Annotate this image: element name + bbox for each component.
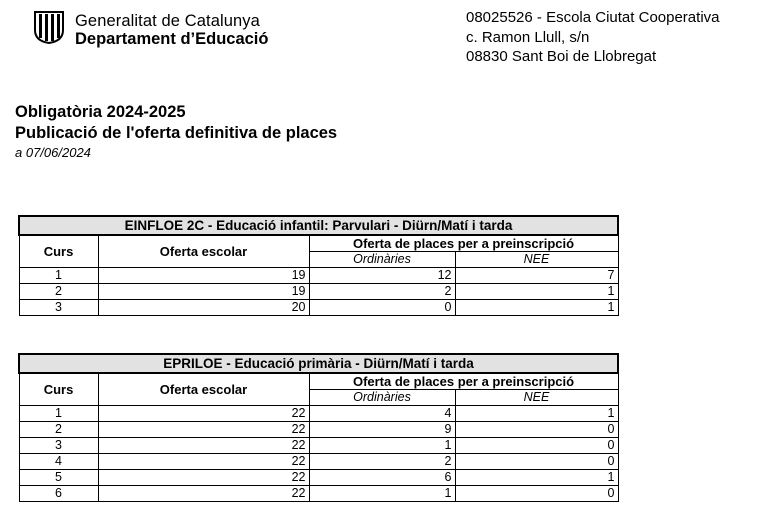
- cell-oferta: 20: [98, 300, 309, 316]
- col-header-oferta-places: Oferta de places per a preinscripció: [309, 373, 618, 390]
- table-title: EPRILOE - Educació primària - Diürn/Matí i tarda: [19, 354, 618, 373]
- cell-nee: 0: [455, 438, 618, 454]
- cell-curs: 4: [19, 454, 98, 470]
- cell-nee: 0: [455, 454, 618, 470]
- cell-oferta: 19: [98, 284, 309, 300]
- school-address: [466, 8, 720, 67]
- school-line-3: 08830 Sant Boi de Llobregat: [466, 48, 657, 65]
- cell-curs: 5: [19, 470, 98, 486]
- organization-name: [75, 12, 268, 48]
- cell-oferta: 22: [98, 438, 309, 454]
- cell-ordinaries: 4: [309, 406, 455, 422]
- cell-nee: 7: [455, 268, 618, 284]
- org-line-1: Generalitat de Catalunya: [75, 12, 260, 30]
- generalitat-logo-icon: [33, 10, 65, 44]
- cell-nee: 1: [455, 284, 618, 300]
- cell-curs: 1: [19, 406, 98, 422]
- cell-curs: 6: [19, 486, 98, 502]
- heading-line-1: Obligatòria 2024-2025: [15, 103, 186, 121]
- org-line-2: Departament d’Educació: [75, 30, 269, 48]
- cell-curs: 3: [19, 438, 98, 454]
- col-header-ordinaries: Ordinàries: [309, 390, 455, 406]
- cell-ordinaries: 12: [309, 268, 455, 284]
- cell-ordinaries: 6: [309, 470, 455, 486]
- cell-ordinaries: 1: [309, 486, 455, 502]
- cell-curs: 3: [19, 300, 98, 316]
- table-row: [19, 284, 618, 300]
- table-row: [19, 300, 618, 316]
- col-header-oferta-escolar: Oferta escolar: [98, 235, 309, 268]
- cell-nee: 1: [455, 300, 618, 316]
- heading-line-2: Publicació de l'oferta definitiva de places: [15, 124, 338, 142]
- col-header-ordinaries: Ordinàries: [309, 252, 455, 268]
- cell-oferta: 22: [98, 486, 309, 502]
- heading-date: a 07/06/2024: [15, 145, 91, 160]
- cell-oferta: 22: [98, 470, 309, 486]
- col-header-oferta-escolar: Oferta escolar: [98, 373, 309, 406]
- cell-oferta: 22: [98, 454, 309, 470]
- col-header-curs: Curs: [19, 373, 98, 406]
- cell-ordinaries: 1: [309, 438, 455, 454]
- table-row: [19, 268, 618, 284]
- table-title: EINFLOE 2C - Educació infantil: Parvulari - Diürn/Matí i tarda: [19, 216, 618, 235]
- cell-nee: 1: [455, 406, 618, 422]
- cell-ordinaries: 2: [309, 284, 455, 300]
- table-row: [19, 470, 618, 486]
- cell-oferta: 22: [98, 406, 309, 422]
- cell-curs: 2: [19, 284, 98, 300]
- offer-table-primaria: [18, 353, 619, 502]
- cell-ordinaries: 0: [309, 300, 455, 316]
- table-row: [19, 422, 618, 438]
- col-header-nee: NEE: [455, 390, 618, 406]
- cell-ordinaries: 2: [309, 454, 455, 470]
- cell-curs: 1: [19, 268, 98, 284]
- offer-table-infantil: [18, 215, 619, 316]
- cell-nee: 0: [455, 422, 618, 438]
- cell-curs: 2: [19, 422, 98, 438]
- table-row: [19, 406, 618, 422]
- school-line-1: 08025526 - Escola Ciutat Cooperativa: [466, 9, 720, 26]
- table-row: [19, 454, 618, 470]
- school-line-2: c. Ramon Llull, s/n: [466, 28, 590, 46]
- table-row: [19, 486, 618, 502]
- cell-oferta: 22: [98, 422, 309, 438]
- col-header-curs: Curs: [19, 235, 98, 268]
- cell-nee: 0: [455, 486, 618, 502]
- col-header-nee: NEE: [455, 252, 618, 268]
- document-heading: [15, 102, 337, 161]
- col-header-oferta-places: Oferta de places per a preinscripció: [309, 235, 618, 252]
- cell-nee: 1: [455, 470, 618, 486]
- cell-oferta: 19: [98, 268, 309, 284]
- table-row: [19, 438, 618, 454]
- cell-ordinaries: 9: [309, 422, 455, 438]
